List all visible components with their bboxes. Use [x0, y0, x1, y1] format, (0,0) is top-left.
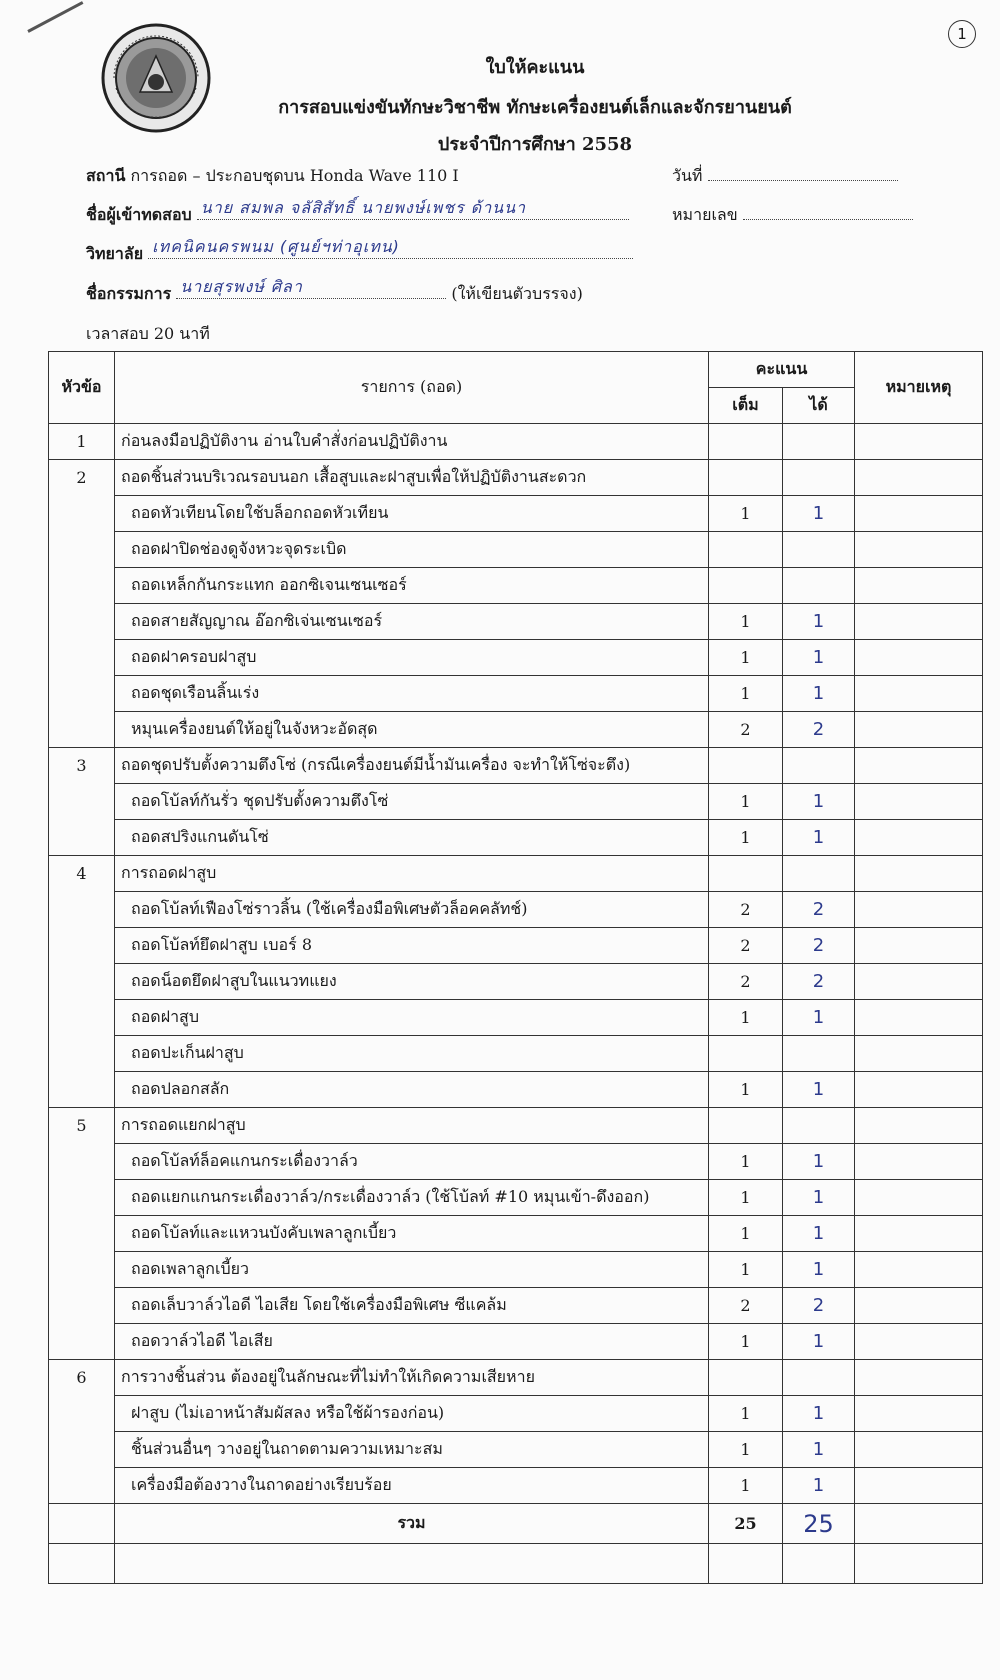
got-score[interactable]: 1 [783, 1252, 855, 1288]
full-score [709, 424, 783, 460]
got-score[interactable] [783, 1108, 855, 1144]
topic-number [49, 964, 115, 1000]
table-row [49, 1468, 983, 1504]
item-text: หมุนเครื่องยนต์ให้อยู่ในจังหวะอัดสุด [115, 712, 709, 748]
academic-year: ประจำปีการศึกษา 2558 [437, 134, 633, 155]
topic-number [49, 1144, 115, 1180]
college-handwritten-name: เทคนิคนครพนม (ศูนย์ฯท่าอุเทน) [152, 237, 400, 256]
note-cell[interactable] [855, 532, 983, 568]
item-text: ถอดโบ้ลท์กันรั่ว ชุดปรับตั้งความตึงโซ่ [115, 784, 709, 820]
table-row [49, 1180, 983, 1216]
table-row [49, 784, 983, 820]
table-row [49, 1288, 983, 1324]
topic-number [49, 1216, 115, 1252]
col-items-header: รายการ (ถอด) [115, 352, 709, 424]
number-label: หมายเลข [672, 205, 738, 224]
item-text: ถอดวาล์วไอดี ไอเสีย [115, 1324, 709, 1360]
college-label: วิทยาลัย [86, 244, 144, 263]
got-score[interactable]: 1 [783, 676, 855, 712]
got-score[interactable] [783, 856, 855, 892]
note-cell[interactable] [855, 1432, 983, 1468]
col-score-header: คะแนน [709, 352, 855, 388]
topic-number: 6 [49, 1360, 115, 1396]
topic-number [49, 1072, 115, 1108]
topic-number [49, 1288, 115, 1324]
note-cell[interactable] [855, 928, 983, 964]
item-text: ถอดฝาครอบฝาสูบ [115, 640, 709, 676]
note-cell[interactable] [855, 1288, 983, 1324]
total-topic-cell [49, 1504, 115, 1544]
committee-handwritten-name: นายสุรพงษ์ ศิลา [180, 277, 303, 296]
full-score: 1 [709, 1252, 783, 1288]
examinee-line [86, 198, 629, 228]
committee-note: (ให้เขียนตัวบรรจง) [451, 284, 583, 303]
note-cell[interactable] [855, 1360, 983, 1396]
topic-number [49, 568, 115, 604]
got-score[interactable]: 2 [783, 892, 855, 928]
full-score: 1 [709, 640, 783, 676]
full-score: 1 [709, 1144, 783, 1180]
got-score[interactable]: 1 [783, 784, 855, 820]
got-score[interactable]: 1 [783, 1072, 855, 1108]
table-row [49, 1324, 983, 1360]
col-note-header: หมายเหตุ [855, 352, 983, 424]
examinee-handwritten-name: นาย สมพล จลัสิสัทธิ์ นายพงษ์เพชร ด้านนา [200, 198, 527, 217]
table-row [49, 928, 983, 964]
note-cell[interactable] [855, 1072, 983, 1108]
full-score: 1 [709, 1216, 783, 1252]
full-score: 1 [709, 1468, 783, 1504]
topic-number [49, 1000, 115, 1036]
table-row [49, 1072, 983, 1108]
item-text: ถอดสปริงแกนดันโซ่ [115, 820, 709, 856]
table-row [49, 568, 983, 604]
total-row [49, 1504, 983, 1544]
total-got-score: 25 [783, 1504, 855, 1544]
note-cell[interactable] [855, 424, 983, 460]
topic-number [49, 892, 115, 928]
table-row [49, 1108, 983, 1144]
form-subtitle: การสอบแข่งขันทักษะวิชาชีพ ทักษะเครื่องยนต์เล็กและจักรยานยนต์ [278, 97, 792, 118]
item-text: ถอดปะเก็นฝาสูบ [115, 1036, 709, 1072]
item-text: ถอดสายสัญญาณ อ๊อกซิเจ่นเซนเซอร์ [115, 604, 709, 640]
table-row [49, 1036, 983, 1072]
got-score[interactable]: 2 [783, 928, 855, 964]
full-score: 1 [709, 496, 783, 532]
note-cell[interactable] [855, 1396, 983, 1432]
committee-label: ชื่อกรรมการ [86, 284, 172, 303]
full-score: 1 [709, 676, 783, 712]
table-row [49, 748, 983, 784]
got-score[interactable]: 1 [783, 1144, 855, 1180]
item-text: ถอดเหล็กกันกระแทก ออกซิเจนเซนเซอร์ [115, 568, 709, 604]
got-score[interactable] [783, 748, 855, 784]
col-topic-header: หัวข้อ [49, 352, 115, 424]
full-score [709, 1360, 783, 1396]
note-cell[interactable] [855, 1036, 983, 1072]
topic-number [49, 676, 115, 712]
topic-number [49, 784, 115, 820]
item-text: ถอดฝาปิดช่องดูจังหวะจุดระเบิด [115, 532, 709, 568]
station-label: สถานี [86, 166, 126, 185]
note-cell[interactable] [855, 604, 983, 640]
note-cell[interactable] [855, 856, 983, 892]
topic-number: 5 [49, 1108, 115, 1144]
got-score[interactable]: 1 [783, 640, 855, 676]
full-score [709, 748, 783, 784]
got-score[interactable]: 1 [783, 1432, 855, 1468]
item-text: เครื่องมือต้องวางในถาดอย่างเรียบร้อย [115, 1468, 709, 1504]
topic-number [49, 1324, 115, 1360]
table-row [49, 676, 983, 712]
table-row [49, 1432, 983, 1468]
topic-number [49, 1468, 115, 1504]
score-table [48, 351, 983, 1584]
item-text: ถอดโบ้ลท์ยึดฝาสูบ เบอร์ 8 [115, 928, 709, 964]
got-score[interactable]: 1 [783, 1216, 855, 1252]
table-row [49, 712, 983, 748]
got-score[interactable]: 1 [783, 1324, 855, 1360]
full-score [709, 1108, 783, 1144]
table-row [49, 820, 983, 856]
note-cell[interactable] [855, 892, 983, 928]
full-score [709, 460, 783, 496]
item-text: ถอดเล็บวาล์วไอดี ไอเสีย โดยใช้เครื่องมือพิเศษ ซีแคล้ม [115, 1288, 709, 1324]
topic-number: 2 [49, 460, 115, 496]
full-score [709, 532, 783, 568]
item-text: ถอดปลอกสลัก [115, 1072, 709, 1108]
number-line [672, 203, 913, 228]
total-note-cell [855, 1504, 983, 1544]
note-cell[interactable] [855, 1252, 983, 1288]
item-text: ถอดหัวเทียนโดยใช้บล็อกถอดหัวเทียน [115, 496, 709, 532]
full-score: 1 [709, 1072, 783, 1108]
full-score: 1 [709, 604, 783, 640]
note-cell[interactable] [855, 496, 983, 532]
item-text: ถอดแยกแกนกระเดื่องวาล์ว/กระเดื่องวาล์ว (ใช้โบ้ลท์ #10 หมุนเข้า-ดึงออก) [115, 1180, 709, 1216]
item-text: ถอดน็อตยึดฝาสูบในแนวทแยง [115, 964, 709, 1000]
full-score: 1 [709, 820, 783, 856]
table-row [49, 532, 983, 568]
got-score[interactable]: 1 [783, 1000, 855, 1036]
pen-stroke-mark [27, 1, 83, 33]
topic-number: 3 [49, 748, 115, 784]
date-line [672, 164, 898, 189]
topic-number: 4 [49, 856, 115, 892]
got-score[interactable] [783, 1360, 855, 1396]
item-text: ถอดชิ้นส่วนบริเวณรอบนอก เสื้อสูบและฝาสูบเพื่อให้ปฏิบัติงานสะดวก [115, 460, 709, 496]
note-cell[interactable] [855, 1216, 983, 1252]
page-number: 1 [948, 20, 976, 48]
blank-row [49, 1544, 983, 1584]
full-score: 2 [709, 928, 783, 964]
item-text: การวางชิ้นส่วน ต้องอยู่ในลักษณะที่ไม่ทำให้เกิดความเสียหาย [115, 1360, 709, 1396]
item-text: ถอดเพลาลูกเบี้ยว [115, 1252, 709, 1288]
got-score[interactable] [783, 424, 855, 460]
item-text: ถอดโบ้ลท์ล็อคแกนกระเดื่องวาล์ว [115, 1144, 709, 1180]
got-score[interactable] [783, 460, 855, 496]
got-score[interactable]: 2 [783, 964, 855, 1000]
topic-number: 1 [49, 424, 115, 460]
table-row [49, 1360, 983, 1396]
topic-number [49, 1396, 115, 1432]
table-row [49, 460, 983, 496]
table-row [49, 1000, 983, 1036]
number-field[interactable] [743, 205, 913, 220]
got-score[interactable] [783, 532, 855, 568]
table-row [49, 424, 983, 460]
exam-time: เวลาสอบ 20 นาที [86, 324, 210, 343]
full-score: 1 [709, 784, 783, 820]
topic-number [49, 496, 115, 532]
item-text: ถอดโบ้ลท์เฟืองโซ่ราวลิ้น (ใช้เครื่องมือพิเศษตัวล็อคคลัทช์) [115, 892, 709, 928]
note-cell[interactable] [855, 1324, 983, 1360]
committee-line [86, 277, 583, 307]
station-value: การถอด – ประกอบชุดบน Honda Wave 110 I [130, 166, 459, 185]
note-cell[interactable] [855, 1180, 983, 1216]
topic-number [49, 928, 115, 964]
table-row [49, 1144, 983, 1180]
col-got-header: ได้ [783, 388, 855, 424]
note-cell[interactable] [855, 460, 983, 496]
note-cell[interactable] [855, 820, 983, 856]
note-cell[interactable] [855, 1000, 983, 1036]
table-row [49, 1396, 983, 1432]
examinee-field[interactable] [197, 198, 629, 220]
got-score[interactable]: 2 [783, 1288, 855, 1324]
full-score [709, 1036, 783, 1072]
topic-number [49, 820, 115, 856]
note-cell[interactable] [855, 676, 983, 712]
got-score[interactable]: 1 [783, 820, 855, 856]
table-row [49, 1216, 983, 1252]
date-label: วันที่ [672, 166, 703, 185]
station-line [86, 164, 459, 189]
table-row [49, 640, 983, 676]
note-cell[interactable] [855, 1144, 983, 1180]
item-text: ถอดชุดปรับตั้งความตึงโซ่ (กรณีเครื่องยนต์มีน้ำมันเครื่อง จะทำให้โซ่จะตึง) [115, 748, 709, 784]
got-score[interactable]: 1 [783, 1468, 855, 1504]
topic-number [49, 1180, 115, 1216]
topic-number [49, 532, 115, 568]
item-text: ก่อนลงมือปฏิบัติงาน อ่านใบคำสั่งก่อนปฏิบัติงาน [115, 424, 709, 460]
total-label: รวม [115, 1504, 709, 1544]
table-row [49, 856, 983, 892]
table-row [49, 892, 983, 928]
got-score[interactable]: 2 [783, 712, 855, 748]
examinee-label: ชื่อผู้เข้าทดสอบ [86, 205, 192, 224]
total-full-score: 25 [709, 1504, 783, 1544]
note-cell[interactable] [855, 1468, 983, 1504]
topic-number [49, 1036, 115, 1072]
full-score [709, 568, 783, 604]
item-text: ถอดชุดเรือนลิ้นเร่ง [115, 676, 709, 712]
note-cell[interactable] [855, 568, 983, 604]
table-row [49, 604, 983, 640]
full-score: 2 [709, 964, 783, 1000]
full-score: 2 [709, 1288, 783, 1324]
full-score: 2 [709, 712, 783, 748]
score-table-body [49, 424, 983, 1584]
form-title: ใบให้คะแนน [485, 57, 585, 78]
got-score[interactable]: 1 [783, 1396, 855, 1432]
got-score[interactable]: 1 [783, 604, 855, 640]
full-score: 2 [709, 892, 783, 928]
topic-number [49, 1252, 115, 1288]
full-score: 1 [709, 1180, 783, 1216]
topic-number [49, 712, 115, 748]
item-text: ชิ้นส่วนอื่นๆ วางอยู่ในถาดตามความเหมาะสม [115, 1432, 709, 1468]
note-cell[interactable] [855, 640, 983, 676]
item-text: การถอดแยกฝาสูบ [115, 1108, 709, 1144]
item-text: ฝาสูบ (ไม่เอาหน้าสัมผัสลง หรือใช้ผ้ารองก่อน) [115, 1396, 709, 1432]
table-row [49, 1252, 983, 1288]
item-text: ถอดโบ้ลท์และแหวนบังคับเพลาลูกเบี้ยว [115, 1216, 709, 1252]
committee-field[interactable] [176, 277, 446, 299]
item-text: การถอดฝาสูบ [115, 856, 709, 892]
col-full-header: เต็ม [709, 388, 783, 424]
got-score[interactable]: 1 [783, 1180, 855, 1216]
topic-number [49, 1432, 115, 1468]
got-score[interactable] [783, 1036, 855, 1072]
note-cell[interactable] [855, 712, 983, 748]
college-line [86, 237, 633, 267]
college-field[interactable] [148, 237, 633, 259]
full-score: 1 [709, 1324, 783, 1360]
full-score: 1 [709, 1432, 783, 1468]
got-score[interactable]: 1 [783, 496, 855, 532]
table-row [49, 964, 983, 1000]
item-text: ถอดฝาสูบ [115, 1000, 709, 1036]
note-cell[interactable] [855, 1108, 983, 1144]
table-row [49, 496, 983, 532]
full-score [709, 856, 783, 892]
full-score: 1 [709, 1000, 783, 1036]
date-field[interactable] [708, 166, 898, 181]
topic-number [49, 640, 115, 676]
full-score: 1 [709, 1396, 783, 1432]
note-cell[interactable] [855, 748, 983, 784]
note-cell[interactable] [855, 964, 983, 1000]
topic-number [49, 604, 115, 640]
note-cell[interactable] [855, 784, 983, 820]
got-score[interactable] [783, 568, 855, 604]
